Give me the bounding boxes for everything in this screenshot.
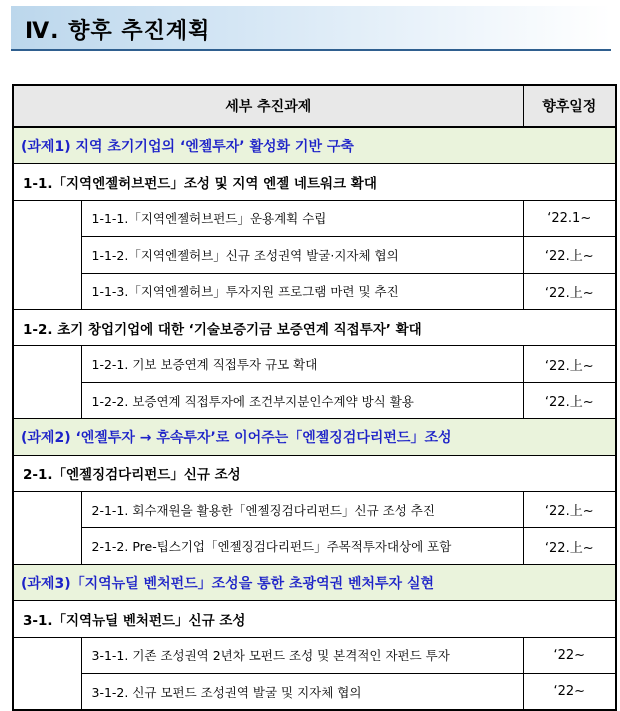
table-header-row xyxy=(13,85,616,127)
item-text: 1-2-2. 보증연계 직접투자에 조건부지분인수계약 방식 활용 xyxy=(81,382,523,418)
item-row xyxy=(13,674,616,710)
subtask-row xyxy=(13,310,616,346)
task-title: (과제3)「지역뉴딜 벤처펀드」조성을 통한 초광역권 벤처투자 실현 xyxy=(13,564,616,600)
item-row xyxy=(13,382,616,418)
indent-spacer xyxy=(13,237,81,273)
header-task: 세부 추진과제 xyxy=(13,85,523,127)
item-schedule: ‘22~ xyxy=(523,674,616,710)
item-text: 3-1-1. 기존 조성권역 2년차 모펀드 조성 및 본격적인 자펀드 투자 xyxy=(81,637,523,673)
item-row xyxy=(13,492,616,528)
item-text: 3-1-2. 신규 모펀드 조성권역 발굴 및 지자체 협의 xyxy=(81,674,523,710)
task-row xyxy=(13,564,616,600)
item-schedule: ‘22.上~ xyxy=(523,346,616,382)
item-text: 1-1-1.「지역엔젤허브펀드」운용계획 수립 xyxy=(81,200,523,236)
item-row xyxy=(13,528,616,564)
item-schedule: ‘22~ xyxy=(523,637,616,673)
subtask-title: 1-2. 초기 창업기업에 대한 ‘기술보증기금 보증연계 직접투자’ 확대 xyxy=(13,310,616,346)
item-schedule: ‘22.上~ xyxy=(523,237,616,273)
task-row xyxy=(13,419,616,455)
subtask-row xyxy=(13,164,616,200)
item-schedule: ‘22.1~ xyxy=(523,200,616,236)
indent-spacer xyxy=(13,637,81,673)
indent-spacer xyxy=(13,200,81,236)
section-title-bar xyxy=(11,6,611,51)
item-text: 2-1-2. Pre-팁스기업「엔젤징검다리펀드」주목적투자대상에 포함 xyxy=(81,528,523,564)
subtask-title: 3-1.「지역뉴딜 벤처펀드」신규 조성 xyxy=(13,601,616,637)
item-row xyxy=(13,200,616,236)
item-text: 1-1-3.「지역엔젤허브」투자지원 프로그램 마련 및 추진 xyxy=(81,273,523,309)
task-row xyxy=(13,127,616,163)
indent-spacer xyxy=(13,528,81,564)
task-title: (과제2) ‘엔젤투자 → 후속투자’로 이어주는「엔젤징검다리펀드」조성 xyxy=(13,419,616,455)
indent-spacer xyxy=(13,346,81,382)
item-row xyxy=(13,273,616,309)
item-row xyxy=(13,637,616,673)
indent-spacer xyxy=(13,674,81,710)
item-schedule: ‘22.上~ xyxy=(523,273,616,309)
item-schedule: ‘22.上~ xyxy=(523,492,616,528)
indent-spacer xyxy=(13,273,81,309)
subtask-title: 2-1.「엔젤징검다리펀드」신규 조성 xyxy=(13,455,616,491)
plan-table xyxy=(12,84,617,711)
item-text: 2-1-1. 회수재원을 활용한「엔젤징검다리펀드」신규 조성 추진 xyxy=(81,492,523,528)
item-row xyxy=(13,237,616,273)
subtask-row xyxy=(13,455,616,491)
section-title: Ⅳ. 향후 추진계획 xyxy=(25,19,211,44)
item-schedule: ‘22.上~ xyxy=(523,382,616,418)
task-title: (과제1) 지역 초기기업의 ‘엔젤투자’ 활성화 기반 구축 xyxy=(13,127,616,163)
subtask-row xyxy=(13,601,616,637)
item-text: 1-2-1. 기보 보증연계 직접투자 규모 확대 xyxy=(81,346,523,382)
item-text: 1-1-2.「지역엔젤허브」신규 조성권역 발굴·지자체 협의 xyxy=(81,237,523,273)
indent-spacer xyxy=(13,382,81,418)
indent-spacer xyxy=(13,492,81,528)
header-schedule: 향후일정 xyxy=(523,85,616,127)
item-row xyxy=(13,346,616,382)
subtask-title: 1-1.「지역엔젤허브펀드」조성 및 지역 엔젤 네트워크 확대 xyxy=(13,164,616,200)
item-schedule: ‘22.上~ xyxy=(523,528,616,564)
